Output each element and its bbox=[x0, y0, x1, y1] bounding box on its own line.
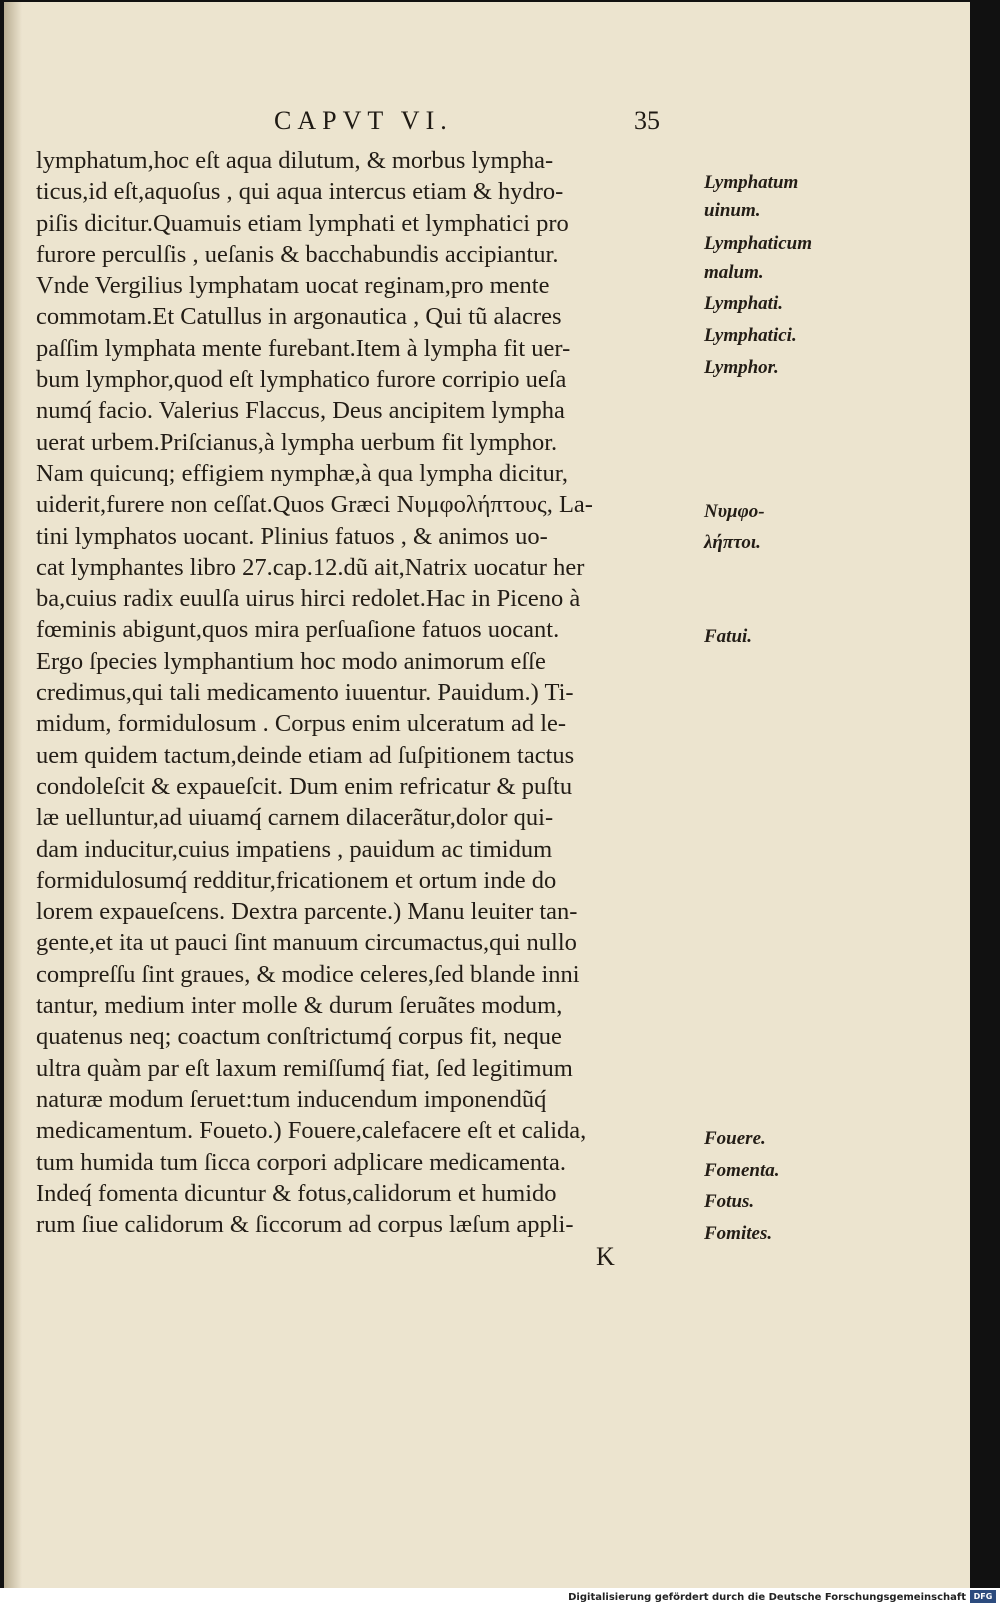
text-line: ba,cuius radix euulſa uirus hirci redolet.Hac in Piceno à bbox=[36, 585, 581, 613]
text-line: medicamentum. Foueto.) Fouere,calefacere eſt et calida, bbox=[36, 1117, 587, 1145]
text-line: bum lymphor,quod eſt lymphatico furore corripio ueſa bbox=[36, 366, 567, 394]
text-line: gente,et ita ut pauci ſint manuum circumactus,qui nullo bbox=[36, 929, 577, 957]
text-line: Nam quicunq; effigiem nymphæ,à qua lympha dicitur, bbox=[36, 459, 569, 487]
margin-note: malum. bbox=[704, 262, 764, 283]
text-line: rum ſiue calidorum & ſiccorum ad corpus læſum appli- bbox=[36, 1211, 574, 1239]
margin-note: Fouere. bbox=[704, 1128, 766, 1149]
text-line: commotam.Et Catullus in argonautica , Qui tũ alacres bbox=[36, 303, 562, 331]
page-number: 35 bbox=[634, 106, 660, 135]
text-line: ultra quàm par eſt laxum remiſſumq́ fiat, ſed legitimum bbox=[36, 1054, 573, 1082]
text-line: Ergo ſpecies lymphantium hoc modo animorum eſſe bbox=[36, 647, 546, 675]
running-head: CAPVT VI. bbox=[274, 106, 453, 135]
margin-note: Fatui. bbox=[704, 626, 753, 647]
text-line: credimus,qui tali medicamento iuuentur. Pauidum.) Ti- bbox=[36, 679, 574, 707]
margin-note: Lymphatici. bbox=[704, 325, 797, 346]
text-line: fœminis abigunt,quos mira perſuaſione fatuos uocant. bbox=[36, 616, 560, 644]
margin-note: Fotus. bbox=[704, 1191, 755, 1212]
text-line: uem quidem tactum,deinde etiam ad ſuſpitionem tactus bbox=[36, 741, 575, 769]
text-line: numq́ facio. Valerius Flaccus, Deus ancipitem lympha bbox=[36, 397, 565, 425]
margin-note: Lymphor. bbox=[704, 357, 779, 378]
text-line: uiderit,furere non ceſſat.Quos Græci Νυμφολήπτους, La- bbox=[36, 491, 593, 519]
signature-mark: K bbox=[596, 1242, 615, 1271]
book-page bbox=[4, 2, 970, 1588]
margin-note: uinum. bbox=[704, 200, 761, 221]
text-line: lymphatum,hoc eſt aqua dilutum, & morbus lympha- bbox=[36, 147, 554, 174]
gutter-shadow bbox=[4, 2, 22, 1588]
margin-note: Lymphatum bbox=[704, 172, 799, 193]
text-line: læ uelluntur,ad uiuamq́ carnem dilacerãtur,dolor qui- bbox=[36, 804, 554, 832]
text-line: Vnde Vergilius lymphatam uocat reginam,pro mente bbox=[36, 272, 550, 300]
text-line: lorem expaueſcens. Dextra parcente.) Manu leuiter tan- bbox=[36, 898, 578, 926]
text-line: tum humida tum ſicca corpori adplicare medicamenta. bbox=[36, 1148, 566, 1176]
text-line: naturæ modum ſeruet:tum inducendum imponendũq́ bbox=[36, 1085, 547, 1113]
margin-note: Fomites. bbox=[704, 1223, 773, 1244]
margin-note: λήπτοι. bbox=[704, 532, 761, 553]
dfg-logo-icon: DFG bbox=[970, 1590, 996, 1603]
text-line: piſis dicitur.Quamuis etiam lymphati et lymphatici pro bbox=[36, 209, 569, 237]
text-line: compreſſu ſint graues, & modice celeres,ſed blande inni bbox=[36, 960, 580, 988]
text-line: cat lymphantes libro 27.cap.12.dũ ait,Natrix uocatur her bbox=[36, 553, 585, 581]
text-line: quatenus neq; coactum conſtrictumq́ corpus fit, neque bbox=[36, 1023, 562, 1051]
text-line: ticus,id eſt,aquoſus , qui aqua intercus etiam & hydro- bbox=[36, 178, 564, 206]
text-line: Indeq́ fomenta dicuntur & fotus,calidorum et humido bbox=[36, 1179, 557, 1207]
margin-note: Fomenta. bbox=[704, 1160, 780, 1181]
text-line: tini lymphatos uocant. Plinius fatuos , & animos uo- bbox=[36, 522, 548, 550]
text-line: formidulosumq́ redditur,fricationem et ortum inde do bbox=[36, 866, 557, 894]
text-line: midum, formidulosum . Corpus enim ulceratum ad le- bbox=[36, 710, 567, 738]
margin-note: Lymphaticum bbox=[704, 233, 813, 254]
body-text bbox=[36, 145, 706, 1240]
text-line: uerat urbem.Priſcianus,à lympha uerbum fit lymphor. bbox=[36, 428, 558, 456]
footer-credit: Digitalisierung gefördert durch die Deutsche Forschungsgemeinschaft bbox=[568, 1592, 966, 1603]
text-line: furore perculſis , ueſanis & bacchabundis accipiantur. bbox=[36, 240, 559, 268]
margin-note: Lymphati. bbox=[704, 293, 783, 314]
text-line: tantur, medium inter molle & durum ſeruãtes modum, bbox=[36, 992, 563, 1020]
footer-bar bbox=[0, 1588, 1000, 1604]
margin-note: Νυμφο- bbox=[704, 501, 765, 522]
text-line: condoleſcit & expaueſcit. Dum enim refricatur & puſtu bbox=[36, 772, 573, 800]
text-line: dam inducitur,cuius impatiens , pauidum ac timidum bbox=[36, 835, 553, 863]
text-line: paſſim lymphata mente furebant.Item à lympha fit uer- bbox=[36, 334, 571, 362]
